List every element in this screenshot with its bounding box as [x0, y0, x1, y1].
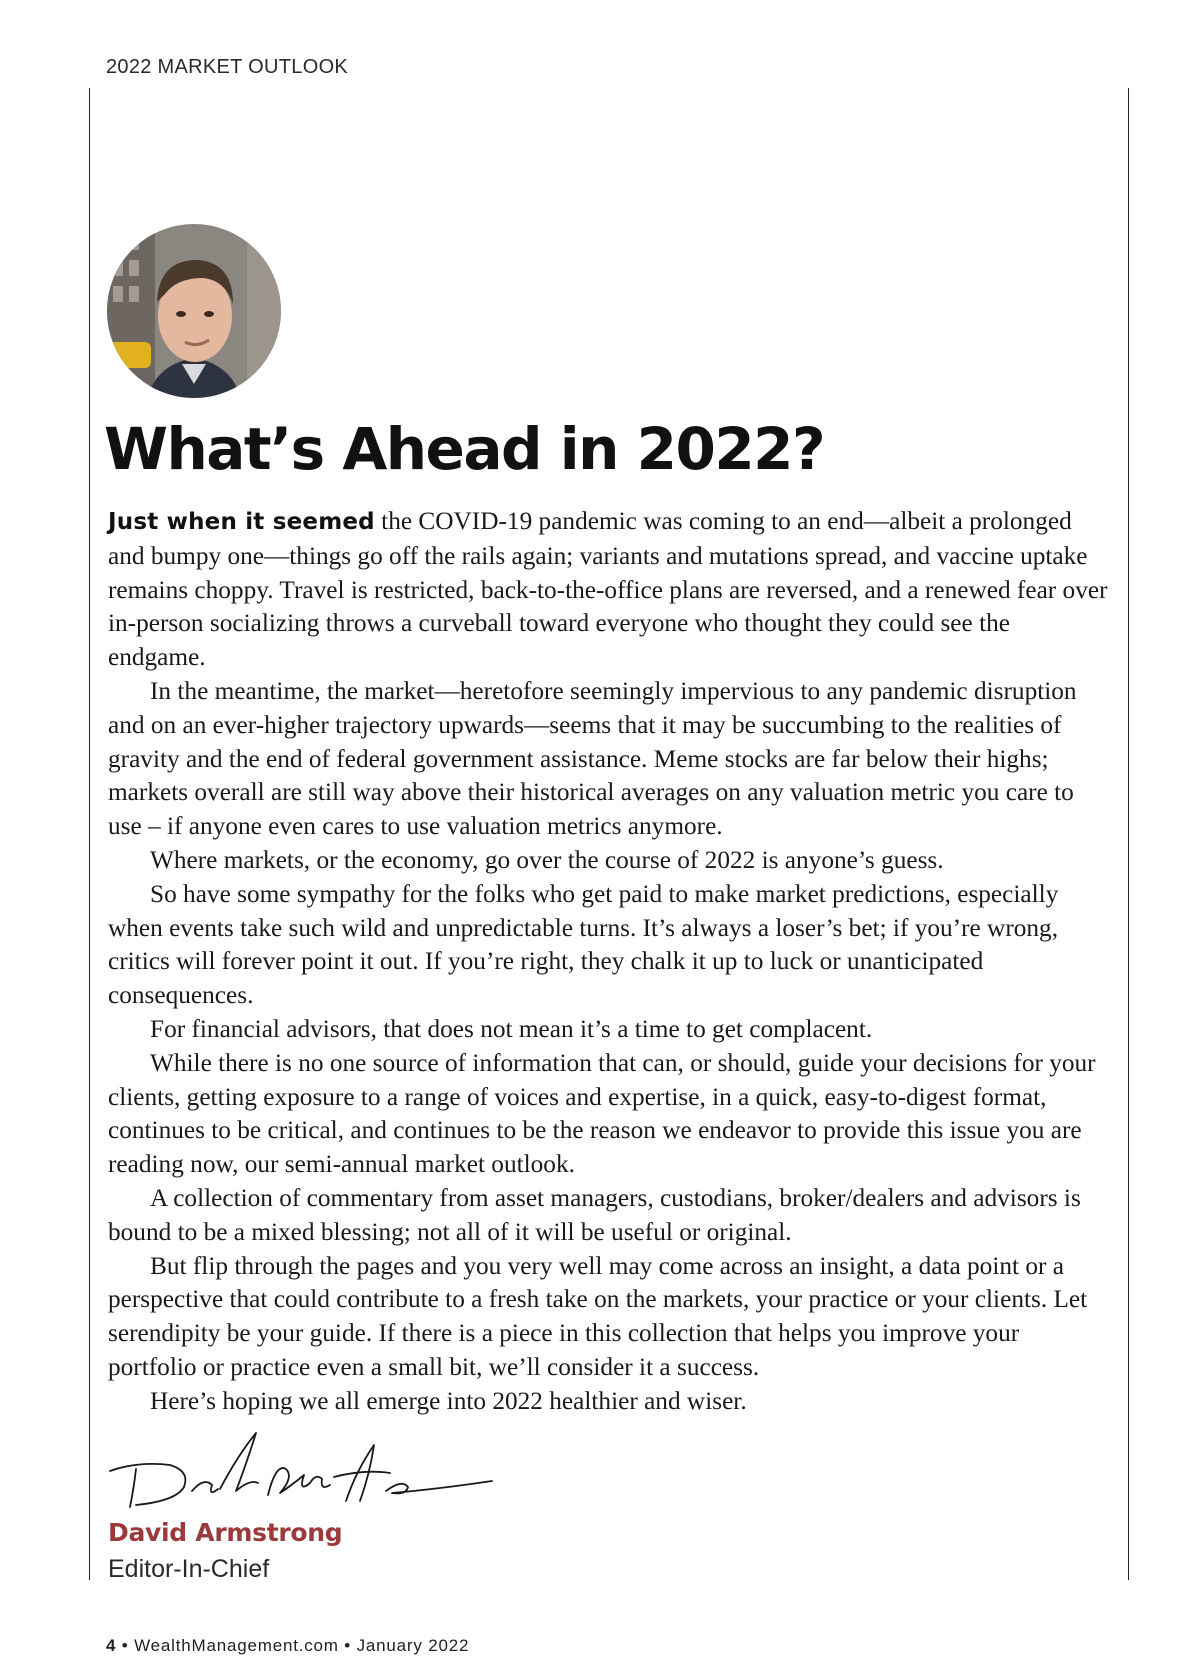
left-rule — [89, 88, 90, 1580]
paragraph-1 — [108, 505, 1108, 675]
signer-title: Editor-In-Chief — [108, 1555, 270, 1583]
paragraph-5: For financial advisors, that does not mean it’s a time to get complacent. — [150, 1014, 873, 1043]
lead-in: Just when it seemed — [108, 509, 375, 535]
footer-date: January 2022 — [356, 1636, 470, 1655]
paragraph-6: While there is no one source of information that can, or should, guide your decisions for your clients, getting exposure to a range of voices and expertise, in a quick, easy-to-digest format, continues to be critical, and continues to be the reason we endeavor to provide this issue you are reading now, our semi-annual market outlook. — [108, 1048, 1096, 1179]
footer-site: WealthManagement.com — [134, 1636, 339, 1655]
paragraph-7: A collection of commentary from asset managers, custodians, broker/dealers and advisors is bound to be a mixed blessing; not all of it will be useful or original. — [108, 1183, 1081, 1246]
signature — [108, 1425, 508, 1515]
paragraph-4: So have some sympathy for the folks who get paid to make market predictions, especially when events take such wild and unpredictable turns. It’s always a loser’s bet; if you’re wrong, critics will forever point it out. If you’re right, they chalk it up to luck or unanticipated consequences. — [108, 879, 1059, 1010]
signer-name: David Armstrong — [108, 1518, 343, 1547]
footer-separator-2: • — [344, 1636, 352, 1655]
footer-separator-1: • — [121, 1636, 129, 1655]
page-number: 4 — [106, 1636, 117, 1655]
article-title: What’s Ahead in 2022? — [104, 415, 825, 483]
article-body — [108, 505, 1108, 1419]
paragraph-9: Here’s hoping we all emerge into 2022 healthier and wiser. — [150, 1386, 747, 1415]
paragraph-3: Where markets, or the economy, go over the course of 2022 is anyone’s guess. — [150, 845, 944, 874]
right-rule — [1128, 88, 1129, 1580]
paragraph-1-text: the COVID-19 pandemic was coming to an end—albeit a prolonged and bumpy one—things go off the rails again; variants and mutations spread, and vaccine uptake remains choppy. Travel is restricted, back-to-the-office plans are reversed, and a renewed fear over in-person socializing throws a curveball toward everyone who thought they could see the endgame. — [108, 507, 1108, 672]
page-footer — [106, 1636, 469, 1656]
running-header: 2022 MARKET OUTLOOK — [106, 56, 349, 78]
paragraph-2: In the meantime, the market—heretofore seemingly impervious to any pandemic disruption and on an ever-higher trajectory upwards—seems that it may be succumbing to the realities of gravity and the end of federal government assistance. Meme stocks are far below their highs; markets overall are still way above their historical averages on any valuation metric you care to use – if anyone even cares to use valuation metrics anymore. — [108, 676, 1077, 841]
paragraph-8: But flip through the pages and you very well may come across an insight, a data point or a perspective that could contribute to a fresh take on the markets, your practice or your clients. Let serendipity be your guide. If there is a piece in this collection that helps you improve your portfolio or practice even a small bit, we’ll consider it a success. — [108, 1251, 1088, 1381]
author-portrait — [107, 224, 281, 398]
